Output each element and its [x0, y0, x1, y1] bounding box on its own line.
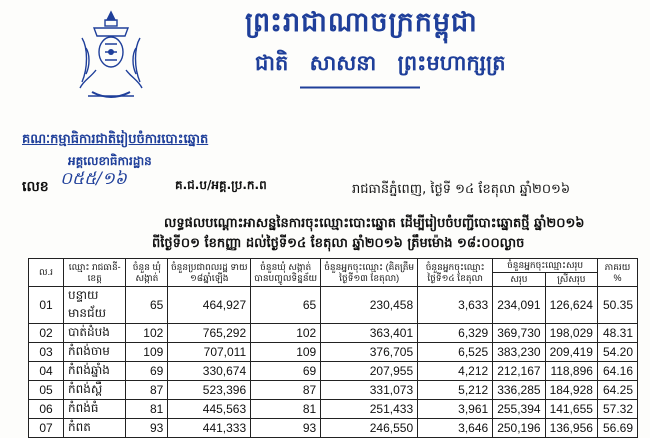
registered-female: 184,928	[545, 381, 597, 400]
province-name: កំពង់ស្ពឺ	[64, 381, 126, 400]
organization-department: អគ្គលេខាធិការដ្ឋាន	[68, 154, 152, 168]
estimated-voters: 707,011	[168, 343, 251, 362]
row-number: 06	[29, 400, 64, 419]
document-heading: លទ្ធផលបណ្ដោះអាសន្ននៃការចុះឈ្មោះបោះឆ្នោត ដើម្បីរៀបចំបញ្ជីបោះឆ្នោតថ្មី ឆ្នាំ២០១៦	[164, 216, 585, 231]
registered-today: 6,329	[418, 324, 493, 343]
registered-total: 250,196	[493, 419, 545, 438]
col-female: ស្រីសរុប	[545, 273, 597, 287]
registered-percent: 64.16	[597, 362, 637, 381]
reference-number: ០៥៥/១៦	[60, 169, 127, 189]
registered-total: 234,091	[493, 287, 545, 324]
table-header	[29, 259, 638, 287]
registered-total: 383,230	[493, 343, 545, 362]
row-number: 05	[29, 381, 64, 400]
communes-count: 81	[126, 400, 168, 419]
table-body	[29, 287, 638, 438]
registered-female: 141,655	[545, 400, 597, 419]
communes-reporting: 87	[251, 381, 321, 400]
registered-prev: 207,955	[321, 362, 418, 381]
registration-table	[28, 258, 638, 438]
document-date: រាជធានីភ្នំពេញ, ថ្ងៃទី ១៤ ខែតុលា ឆ្នាំ២០១៦	[352, 182, 571, 197]
document-subheading: ពីថ្ងៃទី០១ ខែកញ្ញា ដល់ថ្ងៃទី១៤ ខែតុលា ឆ្នាំ២០១៦ ត្រឹមម៉ោង ១៨:០០ល្ងាច	[152, 236, 525, 251]
province-name: បន្ទាយមានជ័យ	[64, 287, 126, 324]
estimated-voters: 441,333	[168, 419, 251, 438]
royal-emblem-icon	[72, 8, 150, 104]
registered-prev: 246,550	[321, 419, 418, 438]
row-number: 01	[29, 287, 64, 324]
communes-count: 93	[126, 419, 168, 438]
col-communes-reporting: ចំនួនឃុំ សង្កាត់ បានបញ្ចូលទិន្នន័យ	[251, 259, 321, 287]
motto-divider	[300, 86, 420, 89]
registered-percent: 64.25	[597, 381, 637, 400]
table-row	[29, 419, 638, 438]
organization-name: គណៈកម្មាធិការជាតិរៀបចំការបោះឆ្នោត	[22, 132, 209, 147]
registered-total: 336,285	[493, 381, 545, 400]
registered-prev: 376,705	[321, 343, 418, 362]
estimated-voters: 330,674	[168, 362, 251, 381]
registered-today: 5,212	[418, 381, 493, 400]
registered-today: 3,633	[418, 287, 493, 324]
communes-count: 102	[126, 324, 168, 343]
registered-prev: 251,433	[321, 400, 418, 419]
table-row	[29, 362, 638, 381]
registered-today: 4,212	[418, 362, 493, 381]
communes-reporting: 102	[251, 324, 321, 343]
kingdom-motto: ជាតិ សាសនា ព្រះមហាក្សត្រ	[255, 50, 506, 75]
communes-reporting: 93	[251, 419, 321, 438]
registered-prev: 230,458	[321, 287, 418, 324]
registered-today: 3,646	[418, 419, 493, 438]
row-number: 02	[29, 324, 64, 343]
communes-reporting: 109	[251, 343, 321, 362]
registered-total: 255,394	[493, 400, 545, 419]
communes-reporting: 69	[251, 362, 321, 381]
col-registered-prev: ចំនួនអ្នកចុះឈ្មោះ (គិតត្រឹមថ្ងៃទី១៣ ខែតុលា)	[321, 259, 418, 287]
table-row	[29, 400, 638, 419]
communes-reporting: 65	[251, 287, 321, 324]
registered-female: 126,624	[545, 287, 597, 324]
table-row	[29, 287, 638, 324]
registered-percent: 48.31	[597, 324, 637, 343]
registered-female: 118,896	[545, 362, 597, 381]
registered-prev: 363,401	[321, 324, 418, 343]
row-number: 04	[29, 362, 64, 381]
reference-label: លេខ	[22, 179, 49, 195]
registered-percent: 57.32	[597, 400, 637, 419]
communes-count: 65	[126, 287, 168, 324]
table-row	[29, 343, 638, 362]
col-no: ល.រ	[29, 259, 64, 287]
communes-count: 87	[126, 381, 168, 400]
province-name: បាត់ដំបង	[64, 324, 126, 343]
registered-female: 209,419	[545, 343, 597, 362]
estimated-voters: 464,927	[168, 287, 251, 324]
estimated-voters: 445,563	[168, 400, 251, 419]
communes-count: 69	[126, 362, 168, 381]
registered-female: 198,029	[545, 324, 597, 343]
col-communes: ចំនួន ឃុំ សង្កាត់	[126, 259, 168, 287]
table-row	[29, 324, 638, 343]
row-number: 07	[29, 419, 64, 438]
registered-percent: 54.20	[597, 343, 637, 362]
registered-prev: 331,073	[321, 381, 418, 400]
registered-total: 369,730	[493, 324, 545, 343]
table-row	[29, 381, 638, 400]
col-estimated: ចំនួនប្រជាពលរដ្ឋ ទាយ ១៨ឆ្នាំឡើង	[168, 259, 251, 287]
registered-today: 6,525	[418, 343, 493, 362]
reference-code: គ.ជ.ប/អគ្គ.ប្រ.ក.ព	[175, 178, 267, 192]
registered-percent: 50.35	[597, 287, 637, 324]
col-province: ឈ្មោះ រាជធានី-ខេត្ត	[64, 259, 126, 287]
province-name: កំពង់ធំ	[64, 400, 126, 419]
registered-today: 3,961	[418, 400, 493, 419]
col-registered-today: ចំនួនអ្នកចុះឈ្មោះ ថ្ងៃទី១៤ ខែតុលា	[418, 259, 493, 287]
col-total: សរុប	[493, 273, 545, 287]
province-name: កំពង់ឆ្នាំង	[64, 362, 126, 381]
kingdom-title: ព្រះរាជាណាចក្រកម្ពុជា	[245, 7, 478, 38]
registered-percent: 56.69	[597, 419, 637, 438]
col-percent: ភាគរយ %	[597, 259, 637, 287]
registered-total: 212,167	[493, 362, 545, 381]
col-registered-total: ចំនួនអ្នកចុះឈ្មោះសរុប	[493, 259, 598, 273]
communes-reporting: 81	[251, 400, 321, 419]
province-name: កំពង់ចាម	[64, 343, 126, 362]
estimated-voters: 523,396	[168, 381, 251, 400]
estimated-voters: 765,292	[168, 324, 251, 343]
registered-female: 136,956	[545, 419, 597, 438]
province-name: កំពត	[64, 419, 126, 438]
row-number: 03	[29, 343, 64, 362]
communes-count: 109	[126, 343, 168, 362]
